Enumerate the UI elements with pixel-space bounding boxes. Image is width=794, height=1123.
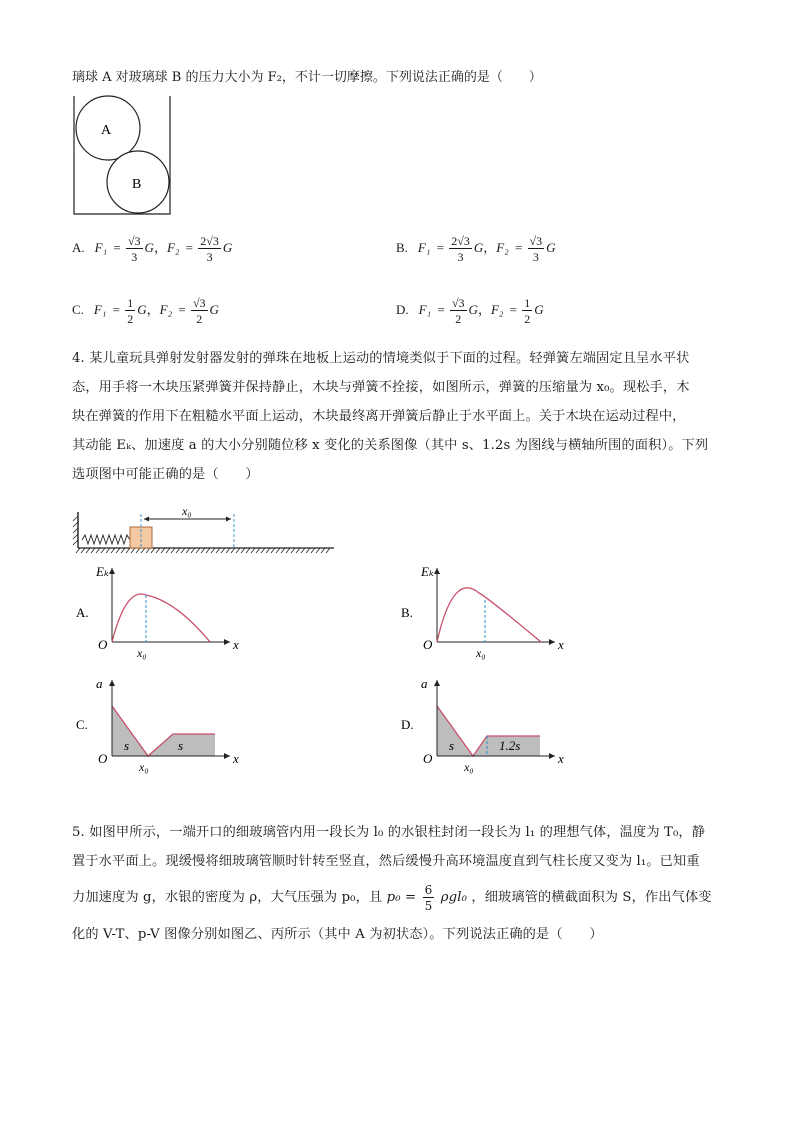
x-axis-label: x (558, 637, 564, 652)
q5-line-1: 5. 如图甲所示，一端开口的细玻璃管内用一段长为 l₀ 的水银柱封闭一段长为 l₁ 的理想气体，温度为 T₀，静 (72, 825, 706, 840)
q3-option-b: B. F₁ = $\frac{2√3}{3}$ G，F₂ = $\frac{√3}{3}$ G (396, 234, 556, 265)
ball-b-label: B (132, 177, 142, 192)
area-2-label: 1.2s (499, 738, 521, 753)
y-axis-label: a (421, 676, 428, 691)
y-axis-label: Eₖ (96, 564, 109, 579)
y-axis-label: a (96, 676, 103, 691)
origin-label: O (423, 637, 433, 652)
graph-label: C. (76, 717, 88, 732)
origin-label: O (98, 637, 108, 652)
spring-x0-label: x₀ (182, 506, 192, 518)
graph-b (395, 562, 575, 662)
graph-d (395, 674, 575, 778)
ek-curve (437, 588, 541, 642)
graph-label: B. (401, 605, 413, 620)
origin-label: O (423, 751, 433, 766)
x-axis-label: x (233, 637, 239, 652)
x0-tick-label: x₀ (139, 760, 149, 774)
area-2-label: s (178, 738, 184, 753)
ball-a-label: A (101, 123, 112, 138)
x-axis-arrow (549, 639, 555, 645)
q3-tail-text: 璃球 A 对玻璃球 B 的压力大小为 F₂，不计一切摩擦。下列说法正确的是（ ） (72, 70, 542, 85)
q4-line-4: 其动能 Eₖ、加速度 a 的大小分别随位移 x 变化的关系图像（其中 s、1.2s 为图线与横轴所围的面积）。下列 (72, 438, 709, 453)
y-axis-arrow (434, 680, 440, 686)
x-axis-label: x (558, 751, 564, 766)
q5-line-4: 化的 V-T、p-V 图像分别如图乙、丙所示（其中 A 为初状态）。下列说法正确的是（ ） (72, 927, 603, 942)
q5-equation: p₀ = $\frac{6}{5}$ ρgl₀ (386, 882, 468, 913)
q5-stem (72, 818, 732, 949)
q4-line-2: 态，用手将一木块压紧弹簧并保持静止，木块与弹簧不拴接，如图所示，弹簧的压缩量为 x₀。现松手，木 (72, 380, 690, 395)
x-axis-label: x (233, 751, 239, 766)
y-axis-arrow (109, 568, 115, 574)
graph-label: A. (76, 605, 89, 620)
q3-option-d: D. F₁ = $\frac{√3}{2}$ G，F₂ = $\frac{1}{2}$ G (396, 296, 544, 327)
graph-label: D. (401, 717, 414, 732)
graph-c (70, 674, 250, 778)
x0-tick-label: x₀ (476, 646, 486, 660)
x-axis-arrow (224, 753, 230, 759)
area-1-label: s (124, 738, 130, 753)
y-axis-label: Eₖ (421, 564, 434, 579)
graph-a (70, 562, 250, 662)
q5-line-3b: ，细玻璃管的横截面积为 S，作出气体变 (471, 890, 712, 905)
q3-option-a: A. F₁ = $\frac{√3}{3}$ G，F₂ = $\frac{2√3}{3}$ G (72, 234, 233, 265)
q4-line-5: 选项图中可能正确的是（ ） (72, 467, 259, 482)
ek-curve (112, 594, 210, 642)
q4-stem (72, 344, 732, 489)
q5-line-3a: 力加速度为 g，水银的密度为 ρ，大气压强为 p₀，且 (72, 890, 383, 905)
q4-line-1: 4. 某儿童玩具弹射发射器发射的弹珠在地板上运动的情境类似于下面的过程。轻弹簧左端固定且呈水平状 (72, 351, 690, 366)
x0-tick-label: x₀ (464, 760, 474, 774)
x-axis-arrow (549, 753, 555, 759)
q3-option-c: C. F₁ = $\frac{1}{2}$ G，F₂ = $\frac{√3}{2}$ G (72, 296, 219, 327)
q4-spring-figure (72, 506, 340, 554)
q4-line-3: 块在弹簧的作用下在粗糙水平面上运动，木块最终离开弹簧后静止于水平面上。关于木块在运动过程中， (72, 409, 686, 424)
area-1-label: s (449, 738, 455, 753)
q5-line-2: 置于水平面上。现缓慢将细玻璃管顺时针转至竖直，然后缓慢升高环境温度直到气柱长度又变为 l₁。已知重 (72, 854, 700, 869)
y-axis-arrow (434, 568, 440, 574)
x-axis-arrow (224, 639, 230, 645)
x0-tick-label: x₀ (137, 646, 147, 660)
spring (82, 535, 130, 544)
y-axis-arrow (109, 680, 115, 686)
q3-ball-container-figure (70, 94, 174, 218)
origin-label: O (98, 751, 108, 766)
